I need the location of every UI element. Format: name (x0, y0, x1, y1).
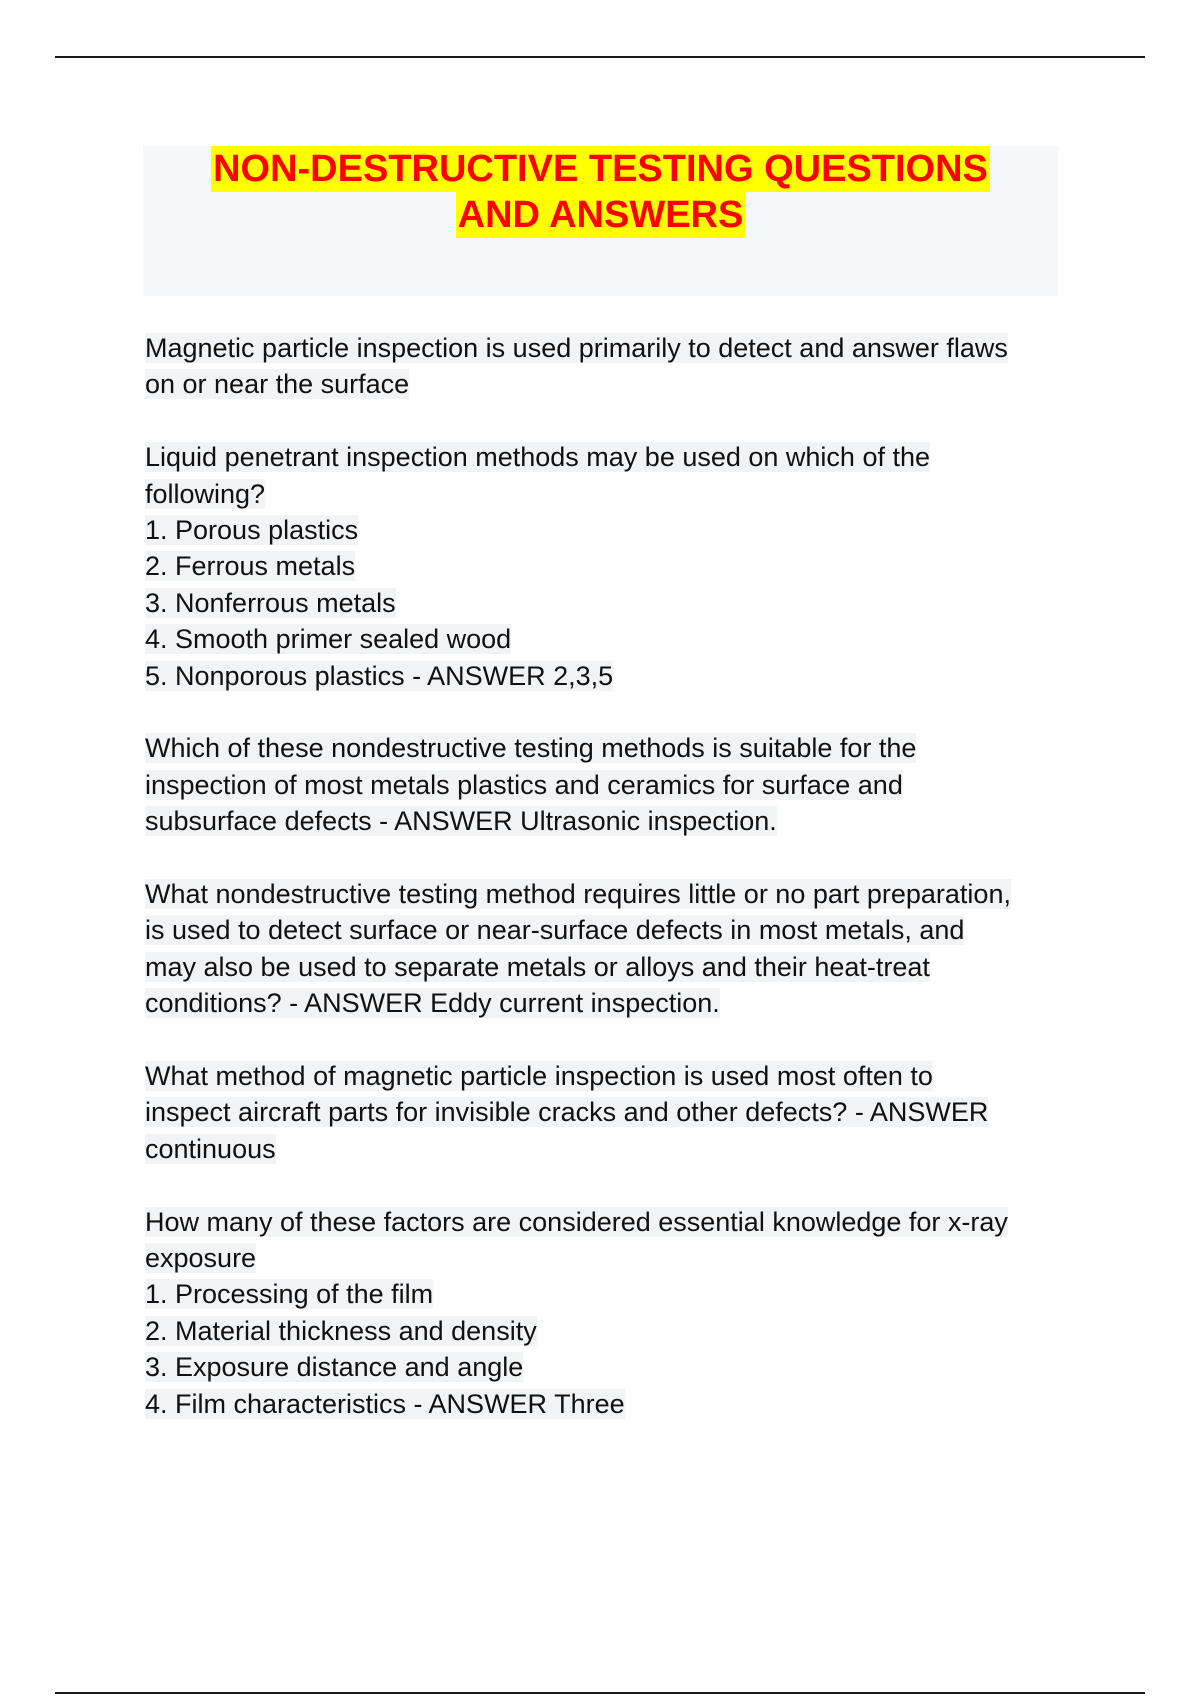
qa-entry-6 (145, 1204, 1065, 1422)
text-line: is used to detect surface or near-surface defects in most metals, and (145, 915, 965, 946)
text-line: What method of magnetic particle inspection is used most often to (145, 1061, 933, 1092)
qa-entry-2 (145, 439, 1065, 694)
top-rule (55, 56, 1145, 58)
text-line: Magnetic particle inspection is used primarily to detect and answer flaws (145, 333, 1008, 363)
qa-entry-1 (145, 330, 1065, 403)
text-line: Which of these nondestructive testing methods is suitable for the (145, 733, 917, 764)
text-line: conditions? - ANSWER Eddy current inspection. (145, 988, 720, 1019)
text-line: 4. Film characteristics - ANSWER Three (145, 1388, 625, 1419)
text-line: 1. Porous plastics (145, 515, 359, 546)
text-line: Liquid penetrant inspection methods may be used on which of the (145, 442, 931, 473)
text-line: inspection of most metals plastics and ceramics for surface and (145, 769, 903, 800)
text-line: 3. Exposure distance and angle (145, 1352, 524, 1383)
bottom-rule (55, 1692, 1145, 1694)
title-line-2: AND ANSWERS (457, 194, 744, 236)
qa-entry-5 (145, 1058, 1065, 1167)
title-line-1: NON-DESTRUCTIVE TESTING QUESTIONS (213, 148, 988, 190)
text-line: may also be used to separate metals or alloys and their heat-treat (145, 951, 930, 982)
qa-entry-3 (145, 730, 1065, 839)
title-banner (143, 146, 1058, 296)
text-line: What nondestructive testing method requires little or no part preparation, (145, 879, 1011, 910)
text-line: 1. Processing of the film (145, 1279, 434, 1310)
text-line: 2. Ferrous metals (145, 551, 356, 582)
text-line: on or near the surface (145, 369, 410, 400)
text-line: inspect aircraft parts for invisible cracks and other defects? - ANSWER (145, 1097, 989, 1128)
text-line: 3. Nonferrous metals (145, 587, 396, 618)
text-line: 2. Material thickness and density (145, 1315, 537, 1346)
text-line: continuous (145, 1133, 276, 1164)
text-line: 4. Smooth primer sealed wood (145, 624, 512, 655)
text-line: exposure (145, 1243, 257, 1274)
text-line: How many of these factors are considered essential knowledge for x-ray (145, 1206, 1008, 1237)
text-line: following? (145, 478, 266, 509)
text-line: 5. Nonporous plastics - ANSWER 2,3,5 (145, 660, 614, 691)
text-line: subsurface defects - ANSWER Ultrasonic inspection. (145, 806, 777, 837)
qa-entry-4 (145, 876, 1065, 1022)
qa-content (145, 330, 1065, 1459)
page-title (143, 146, 1058, 238)
